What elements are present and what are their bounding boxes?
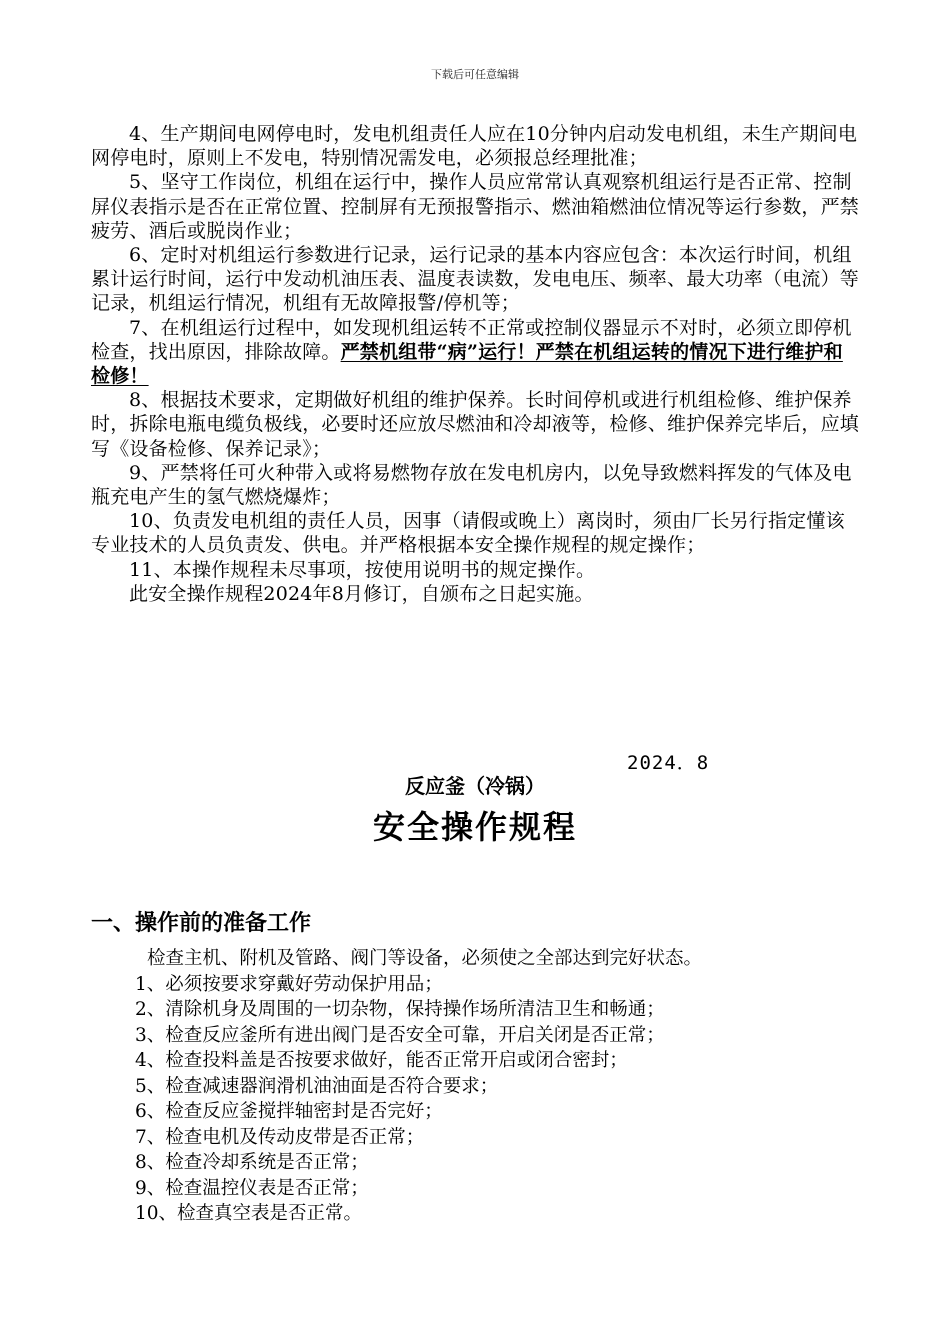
checklist-item: 10、检查真空表是否正常。 [135, 1203, 363, 1224]
rule-item-5: 5、坚守工作岗位，机组在运行中，操作人员应常常认真观察机组运行是否正常、控制屏仪表指示是否在正常位置、控制屏有无预报警指示、燃油箱燃油位情况等运行参数，严禁疲劳、酒后或脱岗作业； [91, 171, 860, 242]
rule-item-10: 10、负责发电机组的责任人员，因事（请假或晚上）离岗时，须由厂长另行指定懂该专业技术的人员负责发、供电。并严格根据本安全操作规程的规定操作； [91, 510, 845, 557]
checklist-item: 4、检查投料盖是否按要求做好，能否正常开启或闭合密封； [135, 1050, 628, 1071]
header-note: 下载后可任意编辑 [431, 68, 519, 81]
generator-rules-continued [91, 122, 861, 606]
document-subtitle: 反应釜（冷锅） [405, 774, 545, 798]
checklist-item: 1、必须按要求穿戴好劳动保护用品； [135, 973, 443, 995]
rule-item-7-warning: 严禁机组带“病”运行！严禁在机组运转的情况下进行维护和检修！ [91, 340, 843, 388]
rule-item-8: 8、根据技术要求，定期做好机组的维护保养。长时间停机或进行机组检修、维护保养时，拆除电瓶电缆负极线，必要时还应放尽燃油和冷却液等，检修、维护保养完毕后，应填写《设备检修、保养记录》； [91, 389, 860, 460]
revision-date: 2024．8 [627, 752, 710, 774]
revision-statement: 此安全操作规程2024年8月修订，自颁布之日起实施。 [129, 582, 594, 605]
checklist-item: 2、清除机身及周围的一切杂物，保持操作场所清洁卫生和畅通； [135, 999, 665, 1020]
rule-item-7-text: 7、在机组运行过程中，如发现机组运转不正常或控制仪器显示不对时，必须立即停机检查，找出原因，排除故障。 [91, 316, 852, 363]
checklist-item: 9、检查温控仪表是否正常； [135, 1177, 369, 1199]
rule-item-4: 4、生产期间电网停电时，发电机组责任人应在10分钟内启动发电机组，未生产期间电网停电时，原则上不发电，特别情况需发电，必须报总经理批准； [91, 123, 858, 170]
rule-item-6: 6、定时对机组运行参数进行记录，运行记录的基本内容应包含：本次运行时间，机组累计运行时间，运行中发动机油压表、温度表读数，发电电压、频率、最大功率（电流）等记录，机组运行情况，机组有无故障报警/停机等； [91, 244, 860, 315]
document-title: 安全操作规程 [372, 808, 577, 846]
preparation-checklist [135, 946, 855, 1227]
section-heading-preparation: 一、操作前的准备工作 [91, 911, 312, 936]
rule-item-11: 11、本操作规程未尽事项，按使用说明书的规定操作。 [129, 558, 596, 581]
checklist-item: 7、检查电机及传动皮带是否正常； [135, 1126, 425, 1148]
rule-item-7 [91, 316, 861, 389]
checklist-item: 3、检查反应釜所有进出阀门是否安全可靠，开启关闭是否正常； [135, 1024, 665, 1046]
rule-item-9: 9、严禁将任可火种带入或将易燃物存放在发电机房内，以免导致燃料挥发的气体及电瓶充电产生的氢气燃烧爆炸； [91, 461, 852, 509]
checklist-item: 6、检查反应釜搅拌轴密封是否完好； [135, 1101, 443, 1122]
checklist-intro: 检查主机、附机及管路、阀门等设备，必须使之全部达到完好状态。 [147, 948, 703, 969]
checklist-item: 5、检查减速器润滑机油油面是否符合要求； [135, 1075, 499, 1097]
checklist-item: 8、检查冷却系统是否正常； [135, 1152, 369, 1173]
